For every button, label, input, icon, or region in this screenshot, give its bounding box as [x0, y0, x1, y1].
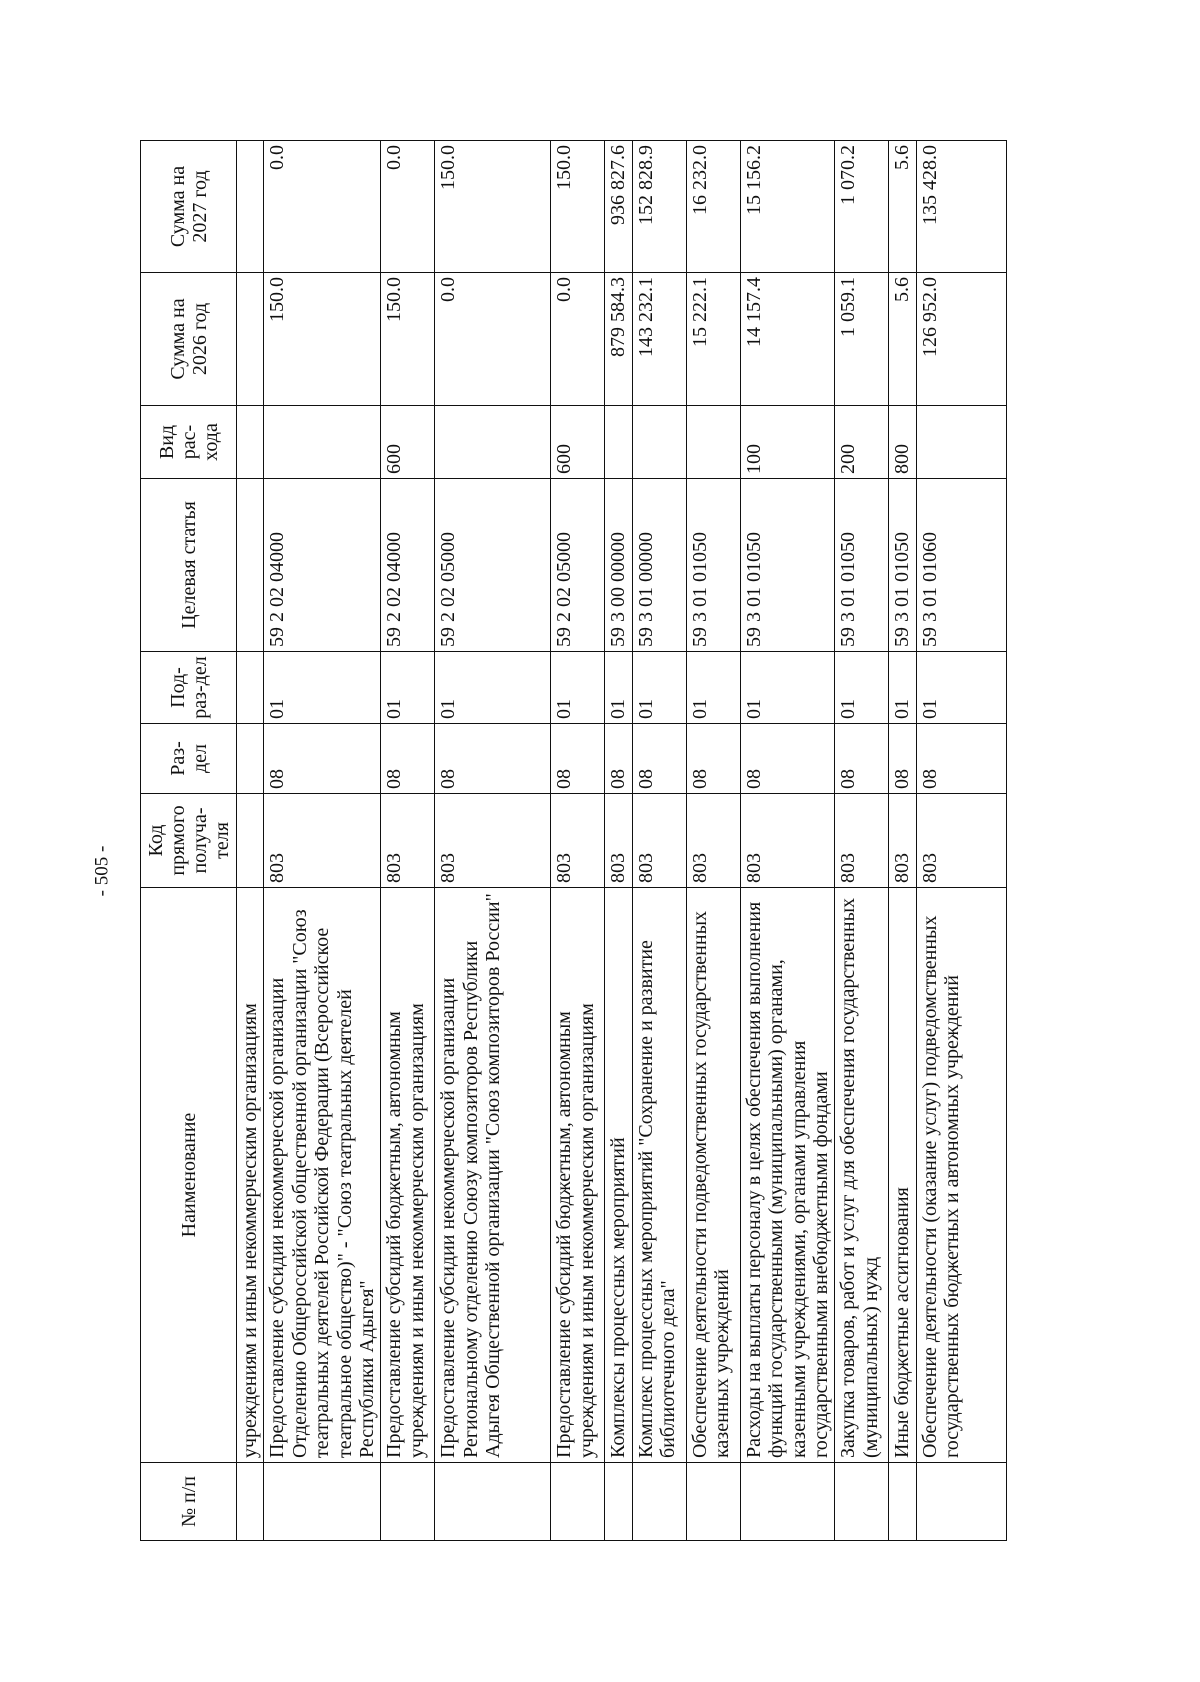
cell-target-article: 59 3 01 01050	[686, 479, 740, 652]
cell-num	[237, 1463, 264, 1541]
table-row	[835, 141, 889, 1541]
cell-expense-type: 600	[381, 406, 435, 479]
cell-num	[264, 1463, 381, 1541]
header-num: № п/п	[141, 1463, 237, 1541]
cell-sum-2026: 14 157.4	[740, 273, 835, 406]
cell-target-article	[237, 479, 264, 652]
cell-sum-2026: 879 584.3	[605, 273, 632, 406]
cell-target-article: 59 2 02 04000	[264, 479, 381, 652]
header-expense-type: Вид рас-хода	[141, 406, 237, 479]
cell-num	[381, 1463, 435, 1541]
cell-num	[686, 1463, 740, 1541]
cell-recipient-code: 803	[605, 794, 632, 888]
cell-sum-2026: 15 222.1	[686, 273, 740, 406]
cell-sum-2026: 0.0	[435, 273, 551, 406]
table-row	[740, 141, 835, 1541]
budget-table	[140, 140, 1007, 1541]
cell-sum-2026: 1 059.1	[835, 273, 889, 406]
cell-section: 08	[889, 724, 916, 794]
cell-expense-type	[632, 406, 686, 479]
cell-subsection: 01	[605, 652, 632, 724]
cell-recipient-code	[237, 794, 264, 888]
cell-name: Комплекс процессных мероприятий "Сохранение и развитие библиотечного дела"	[632, 888, 686, 1463]
cell-recipient-code: 803	[889, 794, 916, 888]
cell-recipient-code: 803	[435, 794, 551, 888]
cell-name: Предоставление субсидий бюджетным, автономным учреждениям и иным некоммерческим организациям	[381, 888, 435, 1463]
cell-target-article: 59 3 00 00000	[605, 479, 632, 652]
table-body	[237, 141, 1007, 1541]
cell-expense-type	[237, 406, 264, 479]
cell-sum-2026: 143 232.1	[632, 273, 686, 406]
cell-section: 08	[740, 724, 835, 794]
cell-name: Закупка товаров, работ и услуг для обеспечения государственных (муниципальных) нужд	[835, 888, 889, 1463]
cell-section: 08	[435, 724, 551, 794]
cell-sum-2027: 16 232.0	[686, 141, 740, 273]
cell-name: Предоставление субсидии некоммерческой организации Отделению Общероссийской общественной организации "Союз театральных деятелей Российской Федерации (Всероссийское театральное общество)" - "Союз театральных деятелей Республики Адыгея"	[264, 888, 381, 1463]
cell-sum-2027: 15 156.2	[740, 141, 835, 273]
cell-num	[740, 1463, 835, 1541]
header-sum-2026: Сумма на 2026 год	[141, 273, 237, 406]
cell-section: 08	[605, 724, 632, 794]
cell-sum-2027: 0.0	[381, 141, 435, 273]
table-row	[889, 141, 916, 1541]
cell-sum-2027: 5.6	[889, 141, 916, 273]
table-row	[551, 141, 605, 1541]
cell-target-article: 59 2 02 05000	[435, 479, 551, 652]
cell-section: 08	[916, 724, 1006, 794]
cell-num	[835, 1463, 889, 1541]
cell-expense-type	[264, 406, 381, 479]
cell-target-article: 59 2 02 04000	[381, 479, 435, 652]
cell-section: 08	[835, 724, 889, 794]
cell-section: 08	[632, 724, 686, 794]
header-name: Наименование	[141, 888, 237, 1463]
cell-target-article: 59 3 01 01050	[889, 479, 916, 652]
cell-sum-2027: 150.0	[435, 141, 551, 273]
cell-subsection: 01	[435, 652, 551, 724]
cell-name: Предоставление субсидий бюджетным, автономным учреждениям и иным некоммерческим организациям	[551, 888, 605, 1463]
page-number: - 505 -	[91, 845, 113, 897]
cell-target-article: 59 2 02 05000	[551, 479, 605, 652]
table-row	[435, 141, 551, 1541]
cell-sum-2026: 5.6	[889, 273, 916, 406]
cell-num	[916, 1463, 1006, 1541]
table-row	[605, 141, 632, 1541]
table-row	[264, 141, 381, 1541]
cell-num	[551, 1463, 605, 1541]
cell-recipient-code: 803	[264, 794, 381, 888]
cell-num	[889, 1463, 916, 1541]
budget-table-sheet	[140, 141, 1090, 1541]
cell-expense-type: 600	[551, 406, 605, 479]
cell-name: Обеспечение деятельности подведомственных государственных казенных учреждений	[686, 888, 740, 1463]
cell-section	[237, 724, 264, 794]
cell-expense-type	[605, 406, 632, 479]
cell-sum-2027: 0.0	[264, 141, 381, 273]
cell-expense-type	[686, 406, 740, 479]
cell-target-article: 59 3 01 01050	[835, 479, 889, 652]
table-row	[381, 141, 435, 1541]
table-row	[632, 141, 686, 1541]
cell-sum-2027: 152 828.9	[632, 141, 686, 273]
header-recipient-code: Код прямого получа-теля	[141, 794, 237, 888]
cell-target-article: 59 3 01 00000	[632, 479, 686, 652]
cell-section: 08	[551, 724, 605, 794]
cell-subsection: 01	[835, 652, 889, 724]
cell-recipient-code: 803	[632, 794, 686, 888]
cell-name: Обеспечение деятельности (оказание услуг) подведомственных государственных бюджетных и автономных учреждений	[916, 888, 1006, 1463]
table-row	[916, 141, 1006, 1541]
cell-name: Иные бюджетные ассигнования	[889, 888, 916, 1463]
cell-subsection	[237, 652, 264, 724]
cell-name: учреждениям и иным некоммерческим организациям	[237, 888, 264, 1463]
cell-sum-2026: 150.0	[264, 273, 381, 406]
cell-sum-2026: 150.0	[381, 273, 435, 406]
cell-recipient-code: 803	[740, 794, 835, 888]
cell-sum-2027: 135 428.0	[916, 141, 1006, 273]
cell-subsection: 01	[381, 652, 435, 724]
cell-sum-2027: 150.0	[551, 141, 605, 273]
cell-target-article: 59 3 01 01060	[916, 479, 1006, 652]
cell-name: Расходы на выплаты персоналу в целях обеспечения выполнения функций государственными (муниципальными) органами, казенными учреждениями, органами управления государственными внебюджетными фондами	[740, 888, 835, 1463]
cell-subsection: 01	[916, 652, 1006, 724]
cell-subsection: 01	[264, 652, 381, 724]
header-section: Раз-дел	[141, 724, 237, 794]
cell-subsection: 01	[632, 652, 686, 724]
cell-name: Комплексы процессных мероприятий	[605, 888, 632, 1463]
cell-expense-type	[916, 406, 1006, 479]
cell-sum-2026: 0.0	[551, 273, 605, 406]
cell-expense-type	[435, 406, 551, 479]
cell-subsection: 01	[551, 652, 605, 724]
cell-section: 08	[381, 724, 435, 794]
cell-sum-2027: 936 827.6	[605, 141, 632, 273]
header-subsection: Под-раз-дел	[141, 652, 237, 724]
cell-recipient-code: 803	[381, 794, 435, 888]
cell-expense-type: 200	[835, 406, 889, 479]
cell-subsection: 01	[889, 652, 916, 724]
cell-section: 08	[264, 724, 381, 794]
cell-target-article: 59 3 01 01050	[740, 479, 835, 652]
cell-sum-2027	[237, 141, 264, 273]
table-row	[686, 141, 740, 1541]
cell-subsection: 01	[686, 652, 740, 724]
table-row	[237, 141, 264, 1541]
cell-section: 08	[686, 724, 740, 794]
cell-num	[632, 1463, 686, 1541]
table-header-row	[141, 141, 237, 1541]
cell-sum-2027: 1 070.2	[835, 141, 889, 273]
cell-sum-2026: 126 952.0	[916, 273, 1006, 406]
cell-expense-type: 800	[889, 406, 916, 479]
cell-num	[605, 1463, 632, 1541]
cell-sum-2026	[237, 273, 264, 406]
cell-expense-type: 100	[740, 406, 835, 479]
header-target-article: Целевая статья	[141, 479, 237, 652]
cell-recipient-code: 803	[916, 794, 1006, 888]
cell-subsection: 01	[740, 652, 835, 724]
cell-num	[435, 1463, 551, 1541]
header-sum-2027: Сумма на 2027 год	[141, 141, 237, 273]
cell-recipient-code: 803	[835, 794, 889, 888]
cell-recipient-code: 803	[686, 794, 740, 888]
cell-name: Предоставление субсидии некоммерческой организации Региональному отделению Союзу композиторов Республики Адыгея Общественной организации "Союз композиторов России"	[435, 888, 551, 1463]
cell-recipient-code: 803	[551, 794, 605, 888]
